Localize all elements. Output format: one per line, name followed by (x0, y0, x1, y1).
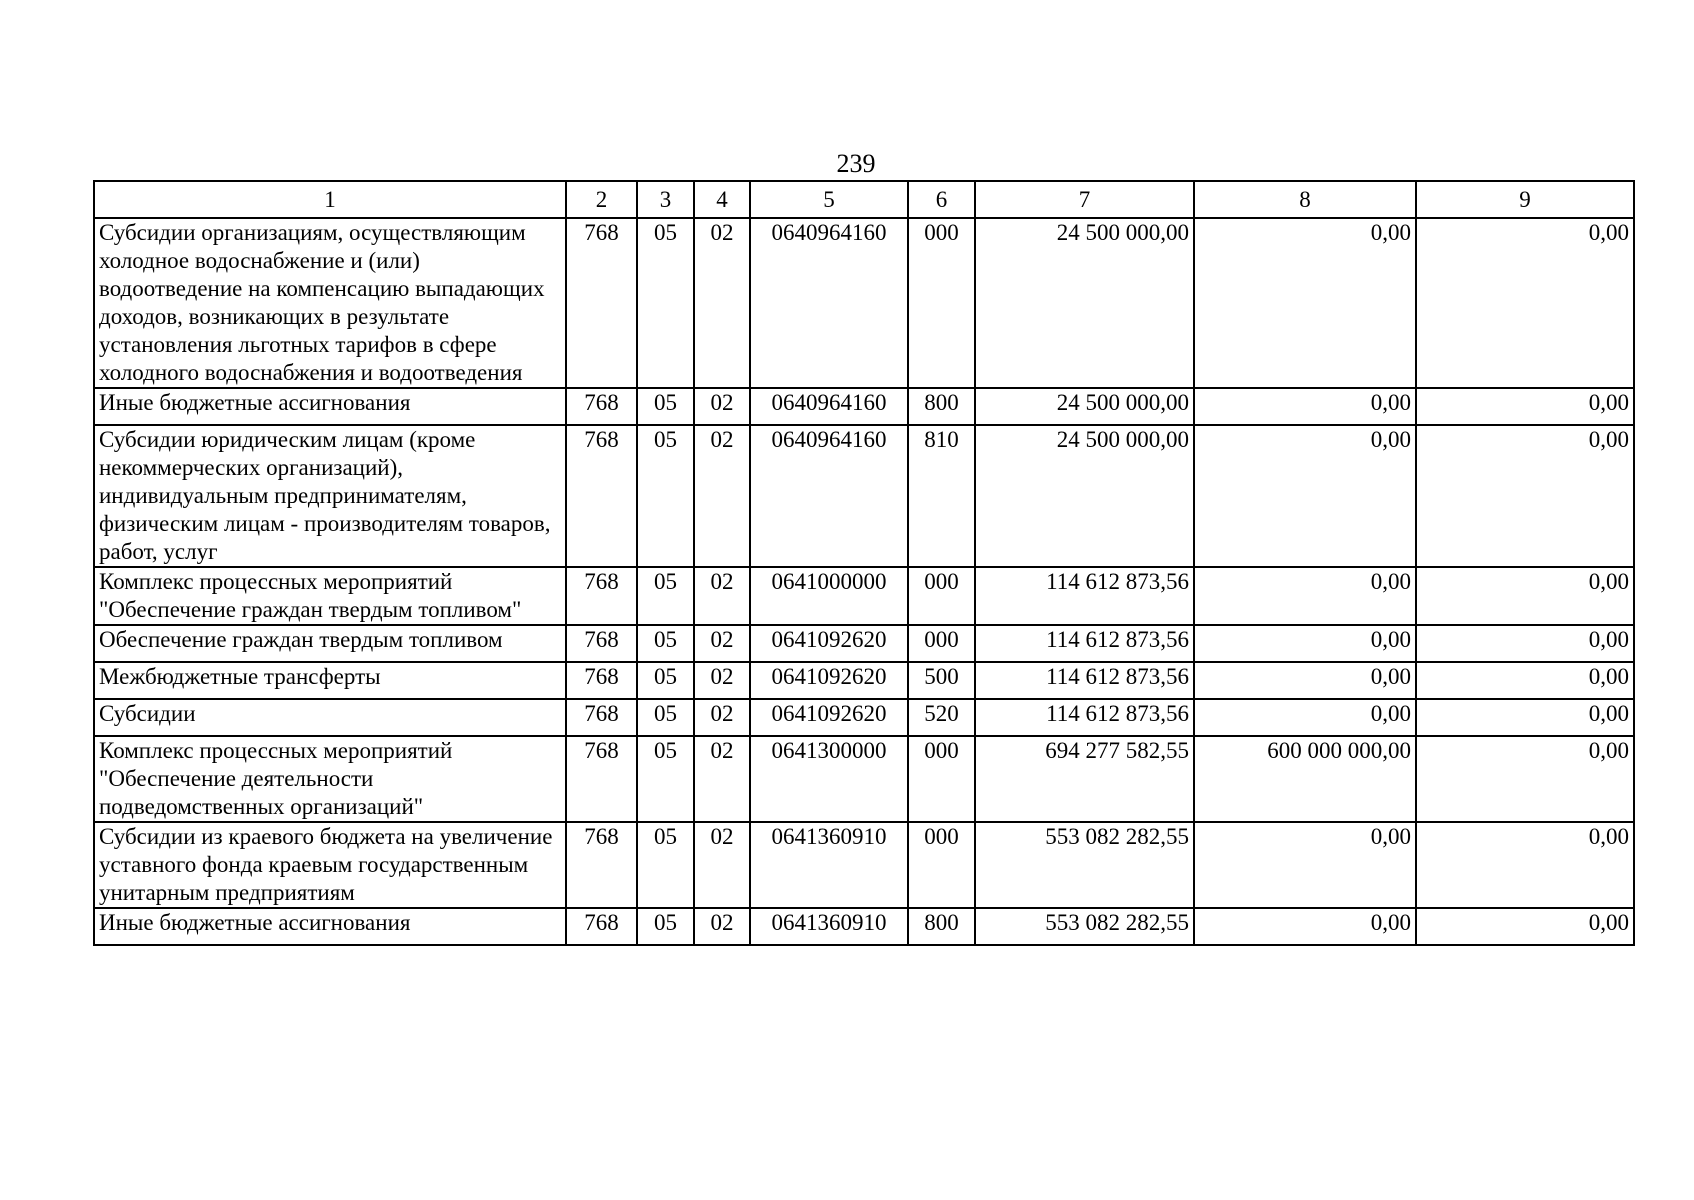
row-name: Субсидии организациям, осуществляющим холодное водоснабжение и (или) водоотведение на компенсацию выпадающих доходов, возникающих в результате установления льготных тарифов в сфере холодного водоснабжения и водоотведения (94, 218, 566, 388)
row-name: Субсидии из краевого бюджета на увеличение уставного фонда краевым государственным унитарным предприятиям (94, 822, 566, 908)
table-row (94, 218, 1634, 388)
table-row (94, 567, 1634, 625)
subsection-code: 02 (694, 218, 750, 388)
column-header: 2 (566, 181, 637, 218)
ministry-code: 768 (566, 425, 637, 567)
amount-col-9: 0,00 (1416, 388, 1634, 425)
row-name: Комплекс процессных мероприятий "Обеспечение деятельности подведомственных организаций" (94, 736, 566, 822)
header-row (94, 181, 1634, 218)
amount-col-9: 0,00 (1416, 736, 1634, 822)
table-row (94, 699, 1634, 736)
expense-type-code: 000 (908, 822, 975, 908)
subsection-code: 02 (694, 822, 750, 908)
amount-col-8: 0,00 (1194, 425, 1416, 567)
amount-col-9: 0,00 (1416, 822, 1634, 908)
expense-type-code: 500 (908, 662, 975, 699)
table-row (94, 625, 1634, 662)
expense-type-code: 000 (908, 218, 975, 388)
amount-col-8: 600 000 000,00 (1194, 736, 1416, 822)
row-name: Обеспечение граждан твердым топливом (94, 625, 566, 662)
section-code: 05 (637, 567, 694, 625)
expense-type-code: 520 (908, 699, 975, 736)
target-article-code: 0640964160 (750, 425, 908, 567)
row-name: Иные бюджетные ассигнования (94, 908, 566, 945)
expense-type-code: 800 (908, 388, 975, 425)
section-code: 05 (637, 699, 694, 736)
target-article-code: 0641360910 (750, 822, 908, 908)
section-code: 05 (637, 388, 694, 425)
section-code: 05 (637, 822, 694, 908)
table-row (94, 822, 1634, 908)
ministry-code: 768 (566, 625, 637, 662)
ministry-code: 768 (566, 699, 637, 736)
column-header: 9 (1416, 181, 1634, 218)
subsection-code: 02 (694, 388, 750, 425)
table-row (94, 736, 1634, 822)
amount-col-7: 24 500 000,00 (975, 218, 1194, 388)
expense-type-code: 000 (908, 625, 975, 662)
row-name: Субсидии (94, 699, 566, 736)
row-name: Межбюджетные трансферты (94, 662, 566, 699)
section-code: 05 (637, 908, 694, 945)
target-article-code: 0641300000 (750, 736, 908, 822)
amount-col-8: 0,00 (1194, 218, 1416, 388)
amount-col-9: 0,00 (1416, 699, 1634, 736)
amount-col-7: 553 082 282,55 (975, 908, 1194, 945)
amount-col-9: 0,00 (1416, 625, 1634, 662)
budget-table (93, 180, 1635, 946)
subsection-code: 02 (694, 425, 750, 567)
expense-type-code: 810 (908, 425, 975, 567)
amount-col-7: 24 500 000,00 (975, 388, 1194, 425)
column-header: 6 (908, 181, 975, 218)
expense-type-code: 800 (908, 908, 975, 945)
amount-col-7: 114 612 873,56 (975, 699, 1194, 736)
table-row (94, 908, 1634, 945)
table-row (94, 425, 1634, 567)
row-name: Субсидии юридическим лицам (кроме некоммерческих организаций), индивидуальным предпринимателям, физическим лицам - производителям товаров, работ, услуг (94, 425, 566, 567)
target-article-code: 0641092620 (750, 699, 908, 736)
amount-col-7: 694 277 582,55 (975, 736, 1194, 822)
column-header: 5 (750, 181, 908, 218)
subsection-code: 02 (694, 662, 750, 699)
amount-col-7: 24 500 000,00 (975, 425, 1194, 567)
target-article-code: 0641092620 (750, 662, 908, 699)
table-row (94, 662, 1634, 699)
row-name: Комплекс процессных мероприятий "Обеспечение граждан твердым топливом" (94, 567, 566, 625)
column-header: 4 (694, 181, 750, 218)
target-article-code: 0641000000 (750, 567, 908, 625)
ministry-code: 768 (566, 822, 637, 908)
target-article-code: 0641092620 (750, 625, 908, 662)
ministry-code: 768 (566, 567, 637, 625)
target-article-code: 0641360910 (750, 908, 908, 945)
amount-col-8: 0,00 (1194, 908, 1416, 945)
subsection-code: 02 (694, 736, 750, 822)
ministry-code: 768 (566, 388, 637, 425)
subsection-code: 02 (694, 908, 750, 945)
amount-col-8: 0,00 (1194, 662, 1416, 699)
table-row (94, 388, 1634, 425)
amount-col-8: 0,00 (1194, 625, 1416, 662)
amount-col-9: 0,00 (1416, 218, 1634, 388)
amount-col-8: 0,00 (1194, 822, 1416, 908)
section-code: 05 (637, 625, 694, 662)
subsection-code: 02 (694, 567, 750, 625)
expense-type-code: 000 (908, 736, 975, 822)
column-header: 8 (1194, 181, 1416, 218)
row-name: Иные бюджетные ассигнования (94, 388, 566, 425)
column-header: 1 (94, 181, 566, 218)
section-code: 05 (637, 218, 694, 388)
section-code: 05 (637, 736, 694, 822)
expense-type-code: 000 (908, 567, 975, 625)
amount-col-9: 0,00 (1416, 425, 1634, 567)
subsection-code: 02 (694, 699, 750, 736)
amount-col-8: 0,00 (1194, 388, 1416, 425)
amount-col-7: 114 612 873,56 (975, 567, 1194, 625)
ministry-code: 768 (566, 736, 637, 822)
amount-col-9: 0,00 (1416, 567, 1634, 625)
amount-col-8: 0,00 (1194, 699, 1416, 736)
ministry-code: 768 (566, 662, 637, 699)
amount-col-7: 553 082 282,55 (975, 822, 1194, 908)
subsection-code: 02 (694, 625, 750, 662)
column-header: 3 (637, 181, 694, 218)
target-article-code: 0640964160 (750, 218, 908, 388)
amount-col-8: 0,00 (1194, 567, 1416, 625)
amount-col-7: 114 612 873,56 (975, 625, 1194, 662)
amount-col-9: 0,00 (1416, 662, 1634, 699)
ministry-code: 768 (566, 218, 637, 388)
section-code: 05 (637, 662, 694, 699)
amount-col-7: 114 612 873,56 (975, 662, 1194, 699)
amount-col-9: 0,00 (1416, 908, 1634, 945)
target-article-code: 0640964160 (750, 388, 908, 425)
section-code: 05 (637, 425, 694, 567)
column-header: 7 (975, 181, 1194, 218)
page-number: 239 (836, 149, 876, 178)
ministry-code: 768 (566, 908, 637, 945)
